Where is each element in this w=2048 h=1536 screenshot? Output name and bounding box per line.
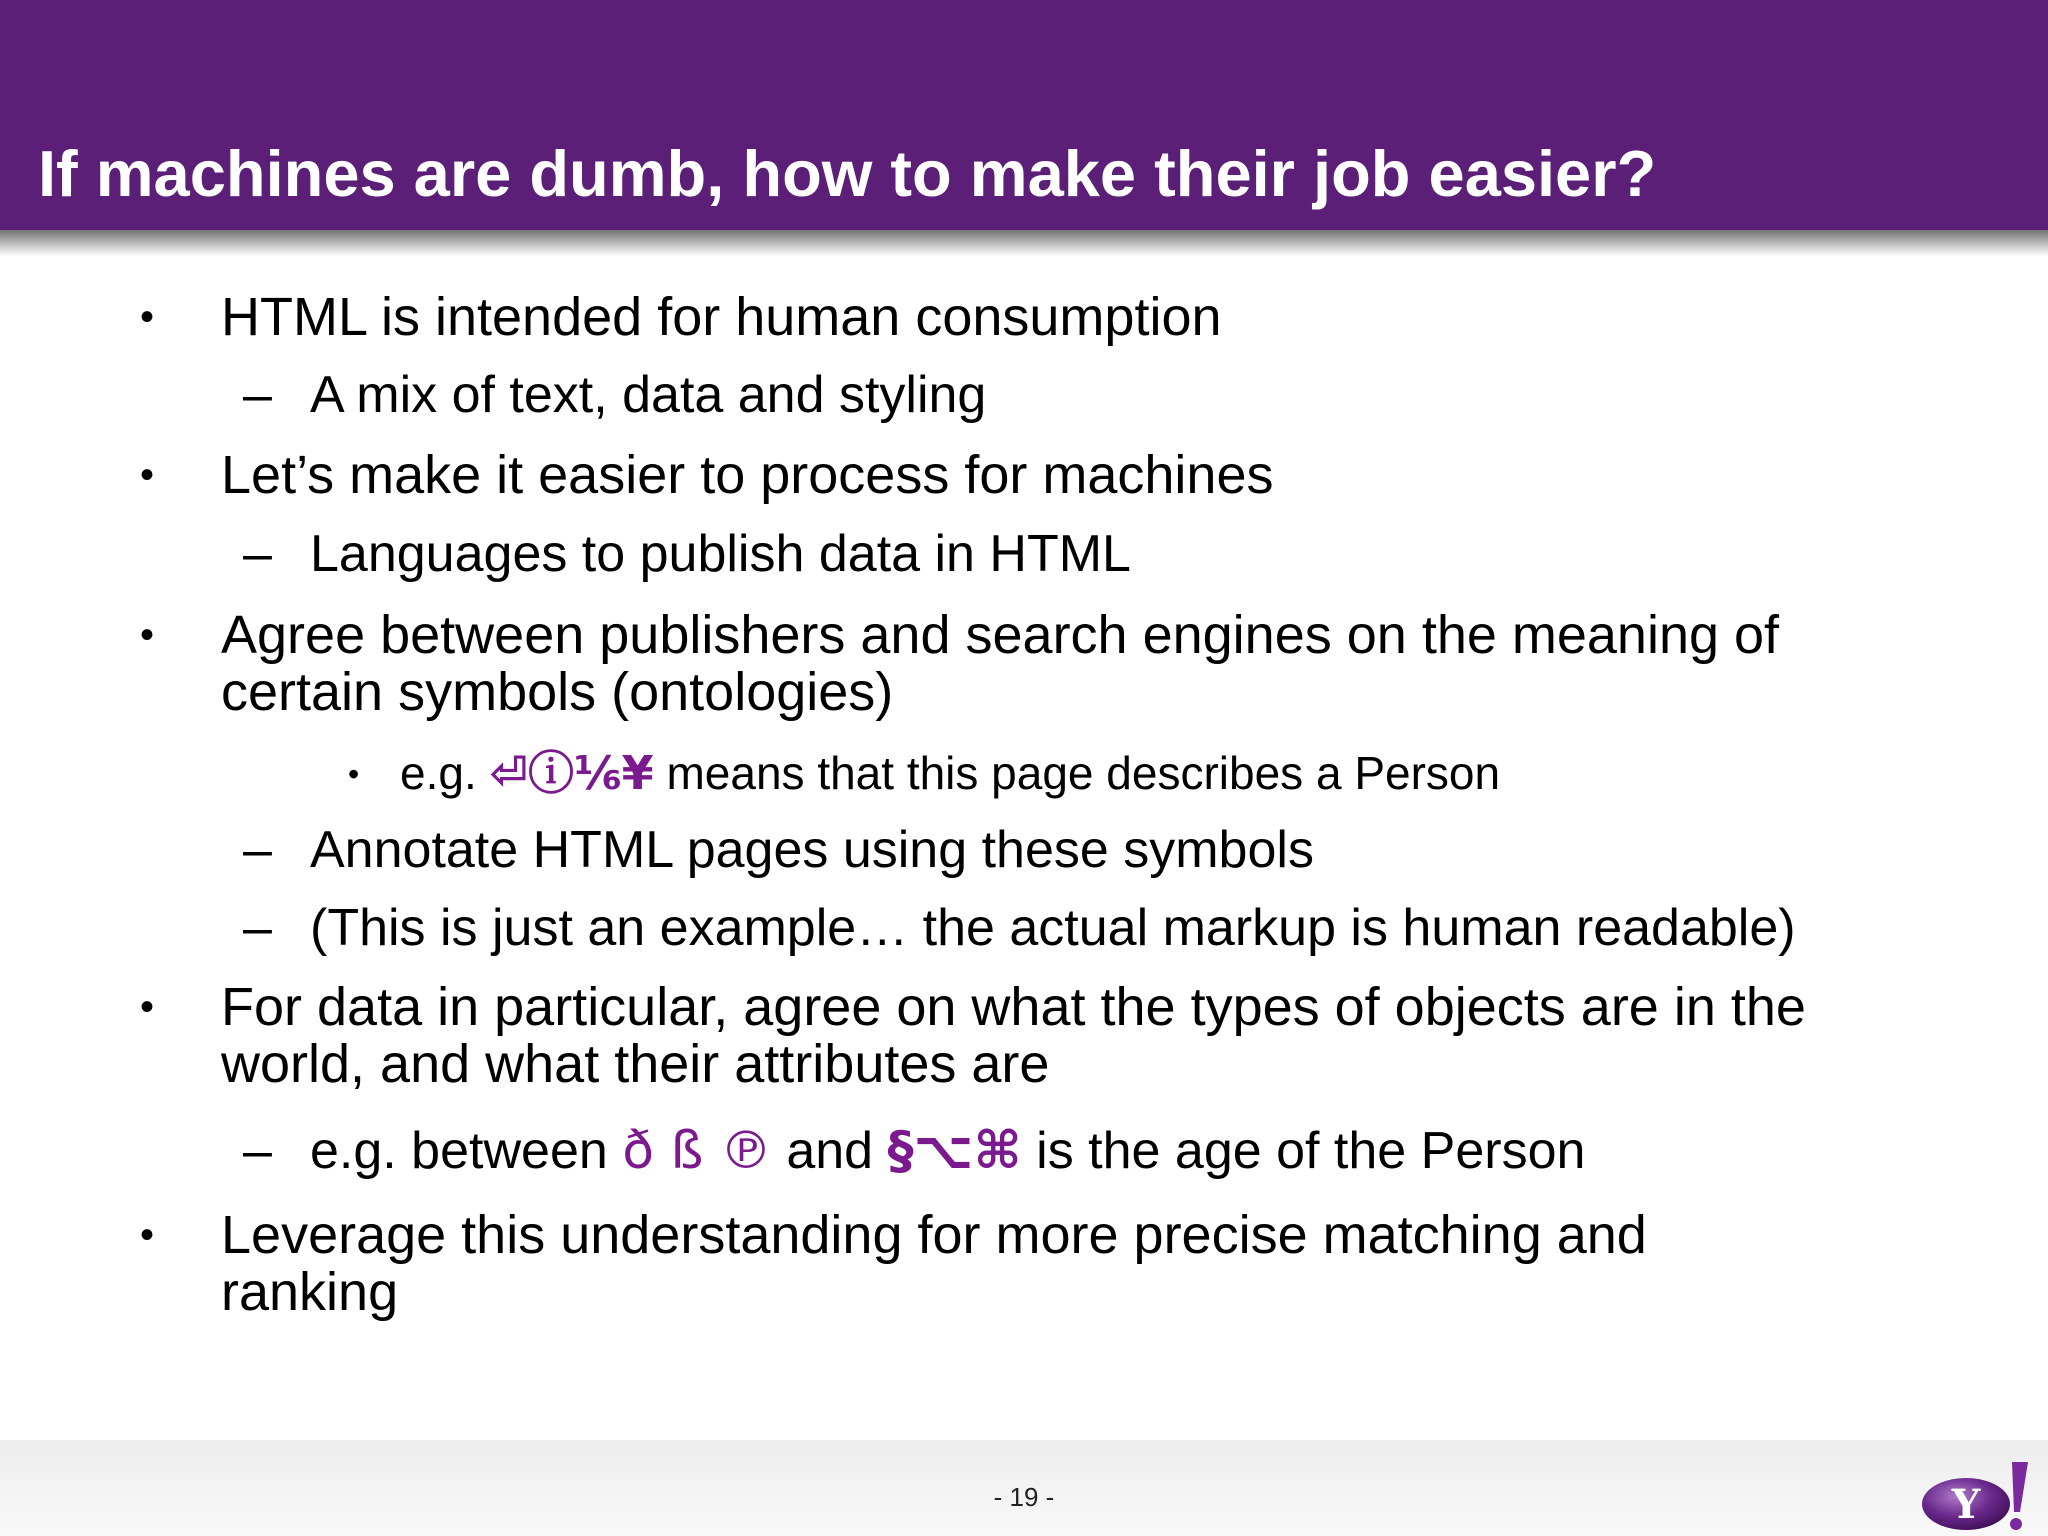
sub-item-text: (This is just an example… the actual markup is human readable) — [310, 899, 1796, 957]
dash-marker: – — [243, 366, 272, 424]
slide-title: If machines are dumb, how to make their job easier? — [38, 137, 1657, 210]
age-example-line — [310, 1122, 1585, 1180]
dash-marker: – — [243, 525, 272, 583]
bullet-text: Let’s make it easier to process for machines — [221, 445, 1274, 505]
svg-text:Y: Y — [1951, 1481, 1981, 1528]
dash-marker: – — [243, 1122, 272, 1180]
bullet-text-line1: Agree between publishers and search engines on the meaning of — [221, 605, 1780, 665]
symbol-glyphs: ⏎ⓘ⅙¥ — [489, 746, 654, 800]
bullet-text-line1: Leverage this understanding for more precise matching and — [221, 1205, 1647, 1265]
symbol-glyphs-b: §⌥⌘ — [887, 1121, 1022, 1181]
sub-item-text: A mix of text, data and styling — [310, 366, 987, 424]
page-number: - 19 - — [993, 1482, 1055, 1512]
bullet-marker: • — [140, 1213, 155, 1257]
bullet-text-line2: ranking — [221, 1262, 399, 1322]
yahoo-logo-icon — [1920, 1458, 2032, 1532]
symbol-glyphs-a: ð ß ℗ — [622, 1121, 772, 1181]
bullet-marker: • — [140, 453, 155, 497]
bullet-marker: • — [140, 985, 155, 1029]
age-suffix: is the age of the Person — [1036, 1122, 1586, 1180]
age-middle: and — [786, 1122, 874, 1180]
bullet-text-line2: world, and what their attributes are — [221, 1034, 1050, 1094]
age-prefix: e.g. between — [310, 1122, 608, 1180]
example-suffix: means that this page describes a Person — [666, 747, 1501, 799]
example-line — [400, 746, 1500, 800]
bullet-text-line2: certain symbols (ontologies) — [221, 662, 894, 722]
bullet-text: HTML is intended for human consumption — [221, 287, 1222, 347]
dash-marker: – — [243, 899, 272, 957]
small-bullet-marker: • — [348, 756, 360, 792]
bullet-marker: • — [140, 613, 155, 657]
sub-item-text: Annotate HTML pages using these symbols — [310, 821, 1314, 879]
dash-marker: – — [243, 821, 272, 879]
sub-item-text: Languages to publish data in HTML — [310, 525, 1131, 583]
example-prefix: e.g. — [400, 747, 477, 799]
bullet-text-line1: For data in particular, agree on what the types of objects are in the — [221, 977, 1806, 1037]
bullet-marker: • — [140, 295, 155, 339]
